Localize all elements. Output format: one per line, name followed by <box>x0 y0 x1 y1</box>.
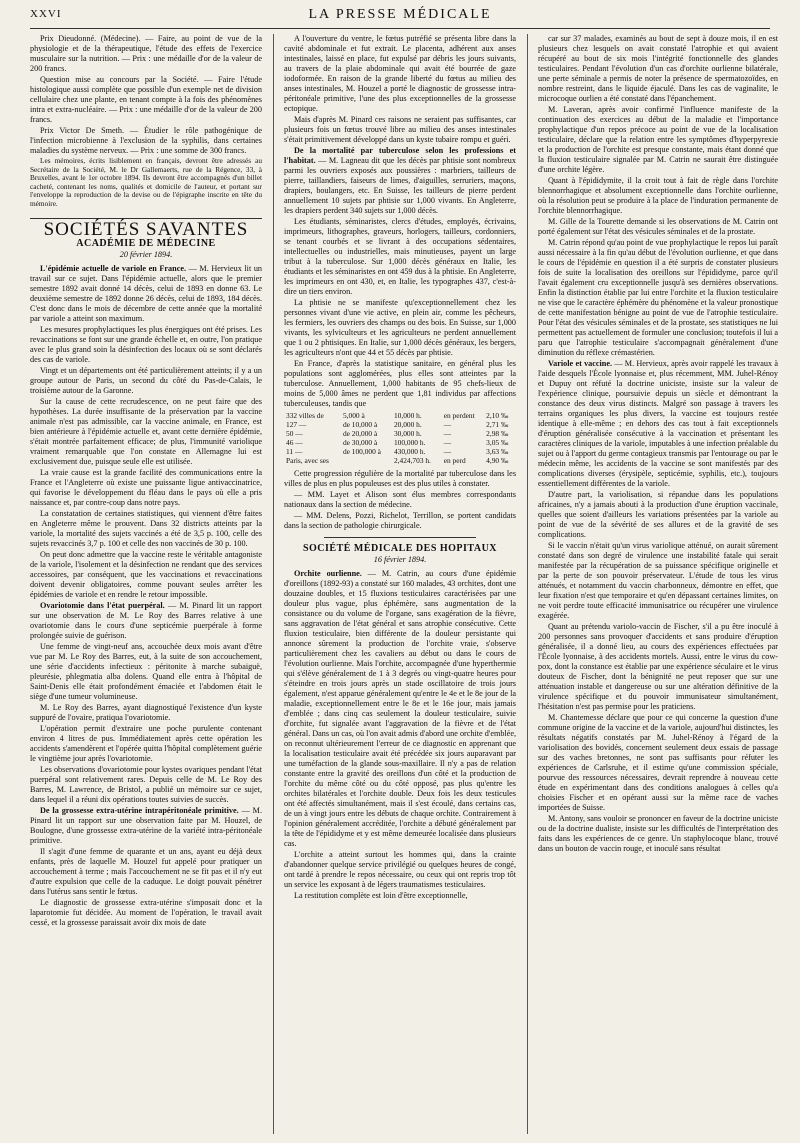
table-cell: 30,000 h. <box>393 429 422 438</box>
paragraph: Mais d'après M. Pinard ces raisons ne seraient pas suffisantes, car plusieurs fois un fœtus trouvé libre au milieu des anses intestinales s'était primitivement développé dans un kyste tubaire rompu et guéri. <box>284 115 516 144</box>
column-2 <box>284 34 516 1134</box>
paragraph: Le diagnostic de grossesse extra-utérine s'imposait donc et la laparotomie fut décidée. Au moment de l'opération, le travail avait cessé, et la grossesse paraissait avoir dix mois de date <box>30 898 262 927</box>
paragraph: Si le vaccin n'était qu'un virus variolique atténué, on aurait sûrement constaté dans son degré de virulence une instabilité fatale qui serait manifestée par la récupération de sa puissance spécifique originelle et par la perte de son pouvoir préservateur. L'étude de tous les virus atténués, et notamment du vaccin charbonneux, démontre en effet, que leur fixation n'est que temporaire et qu'en dépassant certaines limites, on ne voit perdre toute efficacité immunisatrice ou récupérer une virulence exagérée. <box>538 541 778 620</box>
table-row <box>284 420 516 429</box>
society-title: SOCIÉTÉ MÉDICALE DES HOPITAUX <box>302 543 498 554</box>
paragraph: L'épidémie actuelle de variole en France. — M. Hervieux lit un travail sur ce sujet. Dans l'épidémie actuelle, alors que le premier semestre 1892 avait donné 14 décès, celui de 1893 en donne 63. Le deuxième semestre de 1892 donne 26 décès, celui de 1893, 184 décès. C'est donc dans le mois de décembre de cette année que la mortalité par variole a atteint son maximum. <box>30 264 262 323</box>
table-cell: 20,000 h. <box>393 420 422 429</box>
paragraph: M. Laveran, après avoir confirmé l'influence manifeste de la continuation des exercices au début de la maladie et l'importance prophylactique d'un repos précoce au point de vue de la localisation testiculaire, déclare que la relation entre les symptômes d'hyperpyrexie et la production de l'orchite est presque constante, mais étant donné que la fluxion testiculaire signalée par M. Catrin ne saurait être distinguée d'une orchite légère. <box>538 105 778 174</box>
article-heading: De la grossesse extra-utérine intrapéritonéale primitive. <box>40 806 239 815</box>
table-cell <box>341 456 392 465</box>
paragraph: Les observations d'ovariotomie pour kystes ovariques pendant l'état puerpéral sont relativement rares. Depuis celle de M. Le Roy des Barres, M. Lawrence, de Bristol, a publié un mémoire sur ce sujet, dans lequel il a réuni dix opérations toutes suivies de succès. <box>30 765 262 804</box>
paragraph: La restitution complète est loin d'être exceptionnelle, <box>294 891 468 900</box>
table-cell: — <box>443 420 452 429</box>
table-cell: — <box>443 438 452 447</box>
article-heading: Orchite ourlienne. <box>294 569 362 578</box>
table-cell: — <box>443 447 452 456</box>
paragraph: La vraie cause est la grande facilité des communications entre la France et l'Angleterre où existe une puissante ligue antivaccinatrice, qui favorise le développement du fléau dans le pays où elle a pris naissance et, par contre-coup dans notre pays. <box>30 468 262 507</box>
table-cell: de 20,000 à <box>342 429 378 438</box>
table-cell: 10,000 h. <box>393 411 422 420</box>
article-heading: Ovariotomie dans l'état puerpéral. <box>40 601 165 610</box>
paragraph: — MM. Layet et Alison sont élus membres correspondants nationaux dans la section de médecine. <box>284 490 516 509</box>
paragraph: M. Chantemesse déclare que pour ce qui concerne la question d'une commune origine de la vaccine et de la variole, aujourd'hui distinctes, les résultats négatifs constatés par M. Juhel-Rénoy à l'égard de la variolisation des bovidés, concernent seulement deux essais de passage sur des vaches bretonnes, ne sont pas suffisants pour réfuter les expériences de Carlsruhe, et il estime qu'une commission spéciale, pourvue des ressources nécessaires, devrait reprendre à nouveau cette étude en expérimentant dans des conditions analogues à celles qu'a choisies Fischer et en opérant aussi sur la même race de vaches importées de Suisse. <box>538 713 778 812</box>
table-cell: 127 — <box>286 420 307 429</box>
paragraph: car sur 37 malades, examinés au bout de sept à douze mois, il en est plusieurs chez lesquels on avait constaté l'atrophie et qui avaient récupéré au bout de six mois l'intégrité fonctionnelle des glandes testiculaires. Pendant l'évolution d'un cas d'orchite ourlienne bilatérale, une perte séminale a permis de noter la présence de spermatozoïdes, en nombre restreint, dans le liquide éjaculé. Dans les cas de vaginalite, le microcoque ourlien a été constaté dans l'épanchement. <box>538 34 778 103</box>
table-cell: Paris, avec ses <box>286 456 329 465</box>
table-row <box>284 456 516 465</box>
paragraph: De la grossesse extra-utérine intrapéritonéale primitive. — M. Pinard lit un rapport sur une observation faite par M. Houzel, de Boulogne, d'une grossesse extra-utérine de la variété intra-péritonéale primitive. <box>30 806 262 845</box>
paragraph: L'opération permit d'extraire une poche purulente contenant environ 4 litres de pus. Immédiatement après cette opération les accidents s'amendèrent et l'opérée quitta l'hôpital complètement guérie le vingtième jour après l'ovariotomie. <box>30 724 262 763</box>
paragraph: Il s'agit d'une femme de quarante et un ans, ayant eu déjà deux enfants, près de laquelle M. Houzel fut appelé pour pratiquer un accouchement à terme ; mais l'accouchement ne se fit pas et il n'y eut d'autre expulsion que celle de la caduque. Le doigt pouvait pénétrer dans l'utérus sans sentir le fœtus. <box>30 847 262 896</box>
paragraph: Ovariotomie dans l'état puerpéral. — M. Pinard lit un rapport sur une observation de M. Le Roy des Barres relative à une ovariotomie dans le cours d'une septicémie puerpérale à forme prolongée suivie de guérison. <box>30 601 262 640</box>
table-cell: 46 — <box>286 438 303 447</box>
paragraph: Sur la cause de cette recrudescence, on ne peut faire que des hypothèses. La durée insuffisante de la préservation par la vaccine animale n'est pas admissible, car la vaccine animale, en France, est bien antérieure à l'épidémie actuelle et, avant cette dernière épidémie, s'était montrée parfaitement efficace; de plus, l'immunité variolique vraiment remarquable que l'on constate en Allemagne lui est exclusivement due, puisque seule elle est utilisée. <box>30 397 262 466</box>
column-3 <box>538 34 778 1134</box>
paragraph: M. Antony, sans vouloir se prononcer en faveur de la doctrine uniciste ou de la doctrine dualiste, insiste sur les difficultés de l'interprétation des faits dans les expériences de ce genre. Un staphylocoque blanc, trouvé dans un bouton de vaccin rouge, et inoculé sans résultat <box>538 814 778 853</box>
paragraph: De la mortalité par tuberculose selon les professions et l'habitat. — M. Lagneau dit que les décès par phtisie sont nombreux parmi les ouvriers exposés aux poussières : marbriers, tailleurs de pierre, taillandiers, faiseurs de limes, d'aiguilles, serruriers, maçons, drapiers, boulangers, etc. En Suisse, les tailleurs de pierre perdent annuellement 10 sujets par phtisie sur 1,000 vivants. En Angleterre, les drapiers perdent 340 sujets sur 1,000 décès. <box>284 146 516 215</box>
paragraph: Prix Victor De Smeth. — Étudier le rôle pathogénique de l'infection microbienne à l'exclusion de la syphilis, dans certaines maladies du système nerveux. — Prix : une somme de 300 francs. <box>30 126 262 155</box>
table-cell: 3,05 ‰ <box>486 438 509 447</box>
session-date: 20 février 1894. <box>119 250 173 259</box>
table-cell: 5,000 à <box>342 411 365 420</box>
divider <box>324 537 476 538</box>
section-title: SOCIÉTÉS SAVANTES <box>30 218 262 235</box>
paragraph: M. Catrin répond qu'au point de vue prophylactique le repos lui paraît aussi nécessaire à la fin qu'au début de l'évolution ourlienne, et que dans le cours de l'épidémie en question il a été surpris de constater plusieurs fois de suite la localisation des oreillons sur l'épididyme, parce qu'il l'avait également cru exceptionnelle jusqu'à ses dernières observations. Enfin la distinction établie par lui entre l'orchite et la fluxion testiculaire ne vise que le caractère éphémère du phénomène et la valeur pronostique de cette manifestation bénigne au point de vue de l'atrophie testiculaire. Pour l'état des vésicules séminales et de la prostate, ses statistiques ne lui permettent pas actuellement de formuler une conclusion; toutefois il lui a paru que l'atrophie testiculaire s'accompagnait généralement d'une diminution du réflexe crémastérien. <box>538 238 778 357</box>
page-number: XXVI <box>30 8 62 20</box>
paragraph: Les étudiants, séminaristes, clercs d'études, employés, écrivains, imprimeurs, lithographes, graveurs, horlogers, tailleurs, cordonniers, se tenant courbés et se livrant à des occupations sédentaires, intellectuelles ou industrielles, mais minutieuses, payent un large tribut à la tuberculose. Sur 1,000 décès généraux en Italie, les étudiants et les séminaristes en ont 459 dus à la phtisie. En Angleterre, les imprimeurs en ont 430, et, en Italie, les typographes 437, c'est-à-dire un tiers environ. <box>284 217 516 296</box>
column-1 <box>30 34 262 1134</box>
paragraph: La constatation de certaines statistiques, qui viennent d'être faites en Angleterre même le prouvent. Dans 32 districts atteints par la variole, la mortalité des sujets vaccinés a été de 3,5 p. 100, celle des sujets revaccinés 3,7 p. 100 et celle des non vaccinés de 30 p. 100. <box>30 509 262 548</box>
article-heading: L'épidémie actuelle de variole en France. <box>40 264 187 273</box>
paragraph: Cette progression régulière de la mortalité par tuberculose dans les villes de plus en plus populeuses est des plus utiles à constater. <box>284 469 516 488</box>
table-cell: de 30,000 à <box>342 438 378 447</box>
paragraph: La phtisie ne se manifeste qu'exceptionnellement chez les personnes vivant d'une vie active, en plein air, comme les pêcheurs, les fermiers, les ouvriers des champs ou des bois. En Suisse, sur 1,000 vivants, les sylviculteurs et les agriculteurs ne perdent annuellement que 1 ou 2 phtisiques. En Italie, sur 1,000 décès généraux, les bergers, les agriculteurs n'ont que 44 et 55 décès par phtisie. <box>284 298 516 357</box>
paragraph: A l'ouverture du ventre, le fœtus putréfié se présenta libre dans la cavité abdominale et fut extrait. Le placenta, adhérent aux anses intestinales, laissé en place, fut expulsé par débris les jours suivants, au travers de la plaie abdominale qui avait été bourrée de gaze iodoformée. En raison de la grande liberté du fœtus au milieu des anses intestinales, M. Houzel a porté le diagnostic de grossesse intra-péritonéale primitive, l'une des plus exceptionnelles de la grossesse ectopique. <box>284 34 516 113</box>
table-cell: 2,424,703 h. <box>393 456 431 465</box>
paragraph: En France, d'après la statistique sanitaire, en général plus les populations sont agglomérées, plus elles sont atteintes par la tuberculose. Annuellement, 1,000 habitants de 95 chefs-lieux de moins de 5,000 âmes ne perdent que 1,81 individus par affections tuberculeuses, tandis que <box>284 359 516 408</box>
table-cell: 2,10 ‰ <box>486 411 509 420</box>
table-row <box>284 411 516 420</box>
paragraph: Prix Dieudonné. (Médecine). — Faire, au point de vue de la physiologie et de la thérapeutique, l'étude des effets de l'exercice musculaire sur la nutrition. — Prix : une médaille d'or de la valeur de 200 francs. <box>30 34 262 73</box>
page-header <box>30 6 770 29</box>
journal-title: LA PRESSE MÉDICALE <box>308 7 492 22</box>
table-cell: 3,63 ‰ <box>486 447 509 456</box>
table-row <box>284 438 516 447</box>
paragraph: M. Gille de la Tourette demande si les observations de M. Catrin ont porté également sur l'état des vésicules séminales et de la prostate. <box>538 217 778 236</box>
session-date: 16 février 1894. <box>373 555 427 564</box>
article-heading: Variole et vaccine. <box>548 359 613 368</box>
paragraph: — MM. Delens, Pozzi, Richelot, Terrillon, se portent candidats dans la section de pathologie chirurgicale. <box>284 511 516 530</box>
paragraph: Quant à l'épididymite, il la croit tout à fait de règle dans l'orchite blennorrhagique et absolument exceptionnelle dans l'orchite ourlienne, où la résolution peut se produire à la place de l'induration permanente de l'orchite blennorrhagique. <box>538 176 778 215</box>
table-cell: 100,000 h. <box>393 438 426 447</box>
society-title: ACADÉMIE DE MÉDECINE <box>76 238 216 249</box>
table-cell: 2,71 ‰ <box>486 420 509 429</box>
paragraph: Orchite ourlienne. — M. Catrin, au cours d'une épidémie d'oreillons (1892-93) a constaté sur 160 malades, 43 orchites, dont une douzaine doubles, et 15 fluxions testiculaires caractérisées par une douleur plus vague, plus éphémère, sans augmentation de la consistance ou du volume de l'organe, sans exagération de la fièvre, sans aggravation de l'état général et sans atrophie consécutive. Cette fluxion testiculaire, bien différente de la douleur persistante qui annonce sûrement la production de l'orchite vraie, s'observe particulièrement chez les cavaliers au début ou dans le cours de l'évolution ourlienne. Mais l'orchite, accompagnée d'une hyperthermie qui s'élève généralement de 1 à 3 degrés ou vingt-quatre heures pour s'éteindre en trois jours après un stade oscillatoire de trois jours également, n'est apparue généralement qu'entre le 4e et le 8e jour de la maladie, exceptionnellement entre le 8e et le 16e jour, mais jamais d'emblée ; dans cinq cas seulement la douleur testiculaire, suivie d'orchite, fut signalée avant l'aggravation de la fièvre et de l'état général. Dans un cas, où l'on avait admis d'abord une orchite d'emblée, on reconnut ultérieurement l'erreur de ce diagnostic en apprenant que la localisation testiculaire avait été précédée six jours auparavant par une tuméfaction de la glande sous-maxillaire. Il n'y a pas de relation constante entre la gravité des oreillons d'un côté et la production de l'orchite du même côté ou du côté opposé, pas plus qu'entre les orchites bilatérales et l'orchite double. Deux fois les deux testicules ont été affectés simultanément, mais il s'est écoulé, dans certains cas, de un à vingt jours entre les débuts de chaque orchite. Contrairement à l'opinion généralement accréditée, l'orchite a débuté généralement par la tête de l'épididyme et y est même demeurée localisée dans plusieurs cas. <box>284 569 516 848</box>
table-cell: 11 — <box>286 447 303 456</box>
table-cell: en perdent <box>443 411 475 420</box>
article-heading: De la mortalité par tuberculose selon les professions et l'habitat. <box>284 146 516 165</box>
table-cell: 4,90 ‰ <box>486 456 509 465</box>
table-cell: 50 — <box>286 429 303 438</box>
paragraph: Question mise au concours par la Société. — Faire l'étude histologique aussi complète que possible d'un exemple net de division cellulaire chez une plante, en tenant compte à la fois des phénomènes intra et extra-nucléaire. — Prix : une médaille d'or de la valeur de 200 francs. <box>30 75 262 124</box>
paragraph: L'orchite a atteint surtout les hommes qui, dans la crainte d'abandonner quelque service privilégié ou quelques heures de congé, ont tardé à prendre le repos nécessaire, ou ceux qui ont repris trop tôt un service les exposant à de légers traumatismes testiculaires. <box>284 850 516 889</box>
paragraph: Les mesures prophylactiques les plus énergiques ont été prises. Les revaccinations se font sur une grande échelle et, en outre, l'on pratique avec le plus grand soin la désinfection des locaux où se sont déclarés des cas de variole. <box>30 325 262 364</box>
table-row <box>284 447 516 456</box>
paragraph: On peut donc admettre que la vaccine reste le véritable antagoniste de la variole, l'isolement et la désinfection ne rendant que des services accessoires, par conséquent, que les vaccinations et revaccinations doivent devenir obligatoires, comme pouvant seules arrêter les épidémies de variole et en rendre le retour impossible. <box>30 550 262 599</box>
paragraph: Quant au prétendu variolo-vaccin de Fischer, s'il a pu être inoculé à 200 personnes sans provoquer d'accidents et sans produire d'éruption généralisée, il a donné lieu, au cours des expériences effectuées par l'École lyonnaise, à des accidents mortels. Aussi, entre le virus du cow-pox, dont la constance est établie par une expérience séculaire et le virus douteux de Fischer, dont la bénignité ne peut reposer que sur une atténuation instable et dangereuse ou sur une altération définitive de la virulence spécifique et du pouvoir immunisateur simultanément, l'hésitation n'est pas permise pour les praticiens. <box>538 622 778 711</box>
table-cell: 2,98 ‰ <box>486 429 509 438</box>
table-cell: — <box>443 429 452 438</box>
column-rule <box>273 34 274 1134</box>
mortality-table <box>284 411 516 465</box>
column-rule <box>527 34 528 1134</box>
table-cell: de 100,000 à <box>342 447 381 456</box>
submission-notice: Les mémoires, écrits lisiblement en français, devront être adressés au Secrétaire de la Société, M. le Dr Gallemaerts, rue de la Régence, 33, à Bruxelles, avant le 1er octobre 1894. Ils devront être accompagnés d'un billet cacheté, contenant les noms, qualités et domicile de l'auteur, et portant sur l'enveloppe la reproduction de la devise ou de l'épigraphe inscrite en tête du mémoire. <box>30 156 262 208</box>
paragraph: Variole et vaccine. — M. Hervieux, après avoir rappelé les travaux à l'aide desquels l'École lyonnaise et, plus récemment, MM. Juhel-Rénoy et Dupuy ont réfuté la doctrine uniciste, insiste sur la valeur de l'expérience clinique, poursuivie depuis un siècle et démontrant la constance des deux virus distincts. Malgré son passage à travers les terrains organiques les plus divers, la vaccine est toujours restée identique à elle-même ; en dehors des cas tout à fait exceptionnels d'éruption généralisée consécutive à la vaccination et présentant les caractères cliniques de la variole, imputables à une infection préalable du sujet ou à l'apport du germe contagieux transmis par l'entourage ou par le médecin même, les accidents de la vaccine se sont manifestés par des complications diverses (érysipèle, septicémie, syphilis, etc.), toujours essentiellement différentes de la variole. <box>538 359 778 488</box>
paragraph: M. Le Roy des Barres, ayant diagnostiqué l'existence d'un kyste suppuré de l'ovaire, pratiqua l'ovariotomie. <box>30 703 262 722</box>
table-row <box>284 429 516 438</box>
paragraph: Une femme de vingt-neuf ans, accouchée deux mois avant d'être vue par M. Le Roy des Barres, eut, à la suite de son accouchement, une série d'accidents infectieux : péritonite à marche subaiguë, pleurésie, phlegmatia alba dolens. Quand elle entra à l'hôpital de Saint-Denis elle était profondément émaciée et l'abdomen était le siège d'une tumeur volumineuse. <box>30 642 262 701</box>
table-cell: 332 villes de <box>286 411 324 420</box>
table-cell: de 10,000 à <box>342 420 378 429</box>
table-cell: en perd <box>443 456 466 465</box>
paragraph: Vingt et un départements ont été particulièrement atteints; il y a un groupe autour de Paris, un second du côté du Pas-de-Calais, le troisième autour de la Garonne. <box>30 366 262 395</box>
table-cell: 430,000 h. <box>393 447 426 456</box>
paragraph: D'autre part, la variolisation, si répandue dans les populations africaines, n'y a jamais abouti à la production d'une éruption vaccinale, quelles que soient d'ailleurs les variations présentées par la variole au point de vue de la sévérité de ses allures et de la gravité de ses complications. <box>538 490 778 539</box>
